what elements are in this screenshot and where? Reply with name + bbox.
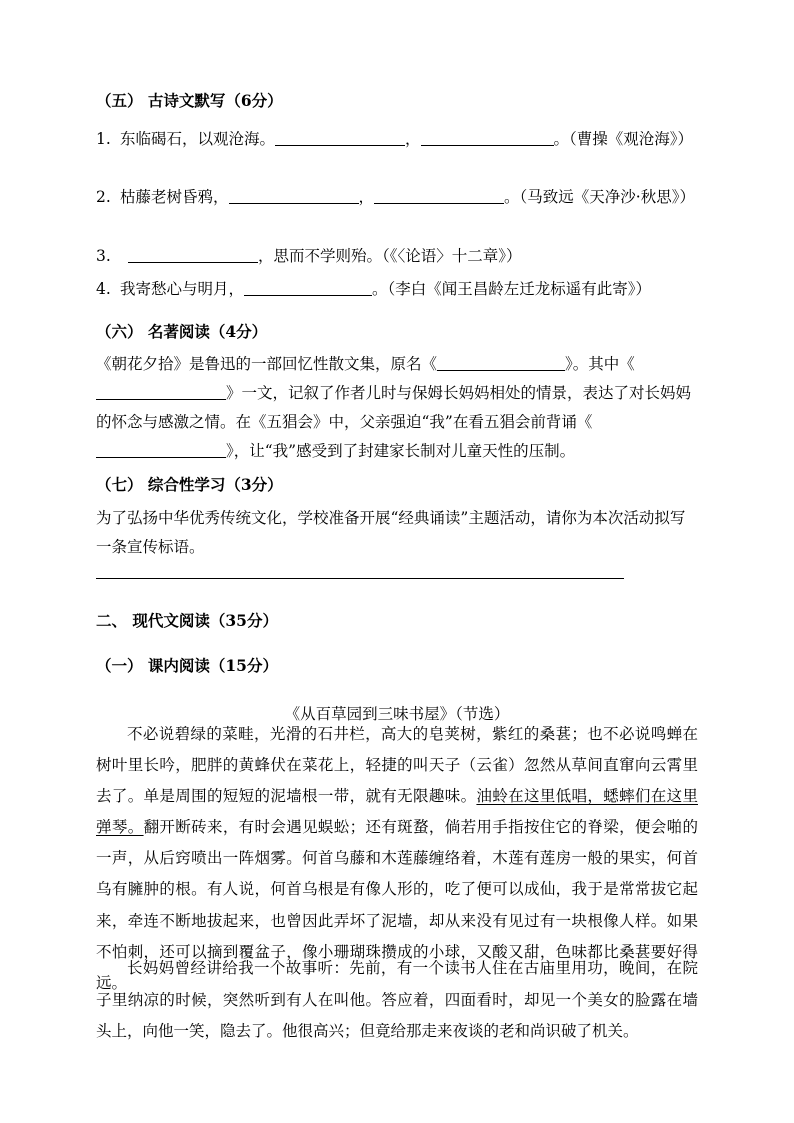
- section-6-text-part4: 》，让“我”感受到了封建家长制对儿童天性的压制。: [226, 442, 576, 460]
- answer-blank[interactable]: [275, 129, 405, 146]
- section-6-text-part1: 《朝花夕拾》是鲁迅的一部回忆性散文集，原名《: [96, 355, 438, 373]
- section-7-heading: （七） 综合性学习（3分）: [96, 475, 283, 494]
- paragraph-1-text-a: 不必说碧绿的菜畦，光滑的石井栏，高大的皂荚树，紫红的桑葚；也不必说鸣蝉在树叶里长吟，肥胖的黄蜂伏在菜花上，轻捷的叫天子（云雀）忽然从草间直窜向云霄里去了。单是周围的短短的泥墙根一带，就有无限趣味。: [96, 725, 698, 806]
- answer-blank[interactable]: [421, 129, 554, 146]
- section-6-text: [96, 350, 696, 466]
- question-3-number: 3.: [96, 247, 111, 265]
- article-paragraph-2: 长妈妈曾经讲给我一个故事听：先前，有一个读书人住在古庙里用功，晚间，在院子里纳凉的时候，突然听到有人在叫他。答应着，四面看时，却见一个美女的脸露在墙头上，向他一笑，隐去了。他很高兴；但竟给那走来夜谈的老和尚识破了机关。: [96, 959, 698, 1040]
- question-2-text: 枯藤老树昏鸦，: [120, 188, 229, 206]
- question-1-separator: ，: [405, 130, 421, 148]
- answer-blank[interactable]: [229, 187, 359, 204]
- answer-blank[interactable]: [128, 246, 258, 263]
- answer-blank[interactable]: [374, 187, 504, 204]
- answer-blank[interactable]: [96, 441, 226, 458]
- section-7-text: 为了弘扬中华优秀传统文化，学校准备开展“经典诵读”主题活动，请你为本次活动拟写一条宣传标语。: [96, 509, 686, 556]
- answer-blank[interactable]: [437, 354, 565, 371]
- question-1-source: 。（曹操《观沧海》）: [553, 130, 694, 148]
- answer-line[interactable]: [96, 578, 624, 579]
- part-2-heading: 二、 现代文阅读（35分）: [96, 611, 278, 630]
- underlined-sentence: 油蛉在这里低唱，蟋蟀们在这里弹琴。: [96, 787, 698, 837]
- section-5-heading: （五） 古诗文默写（6分）: [96, 91, 283, 110]
- question-4: [96, 275, 651, 304]
- question-4-number: 4.: [96, 280, 111, 298]
- question-3: [96, 242, 522, 271]
- question-3-text: ，思而不学则殆。（《〈论语〉十二章》）: [258, 247, 522, 265]
- paragraph-1-text-b: 翻开断砖来，有时会遇见蜈蚣；还有斑蝥，倘若用手指按住它的脊梁，便会啪的一声，从后窍喷出一阵烟雾。何首乌藤和木莲藤缠络着，木莲有莲房一般的果实，何首乌有臃肿的根。有人说，何首乌根是有像人形的，吃了便可以成仙，我于是常常拔它起来，牵连不断地拔起来，也曾因此弄坏了泥墙，却从来没有见过有一块根像人样。如果不怕刺，还可以摘到覆盆子，像小珊瑚珠攒成的小球，又酸又甜，色味都比桑葚要好得远。: [96, 818, 698, 992]
- section-6-heading: （六） 名著阅读（4分）: [96, 322, 268, 341]
- question-1-text: 东临碣石，以观沧海。: [120, 130, 276, 148]
- answer-blank[interactable]: [96, 383, 226, 400]
- question-2-separator: ，: [358, 188, 375, 206]
- section-6-text-part3: 》一文，记叙了作者儿时与保姆长妈妈相处的情景，表达了对长妈妈的怀念与感激之情。在《五猖会》中，父亲强迫“我”在看五猖会前背诵《: [96, 384, 692, 431]
- question-2-number: 2.: [96, 188, 111, 206]
- answer-blank[interactable]: [244, 279, 372, 296]
- question-4-source: 。（李白《闻王昌龄左迁龙标遥有此寄》）: [372, 280, 652, 298]
- article-title: 《从百草园到三味书屋》（节选）: [284, 704, 510, 723]
- section-6-text-part2: 》。其中《: [565, 355, 635, 373]
- part-2-subheading: （一） 课内阅读（15分）: [96, 656, 278, 675]
- question-1-number: 1.: [96, 130, 111, 148]
- question-2: [96, 183, 696, 212]
- question-1: [96, 125, 696, 154]
- question-2-source: 。（马致远《天净沙·秋思》）: [504, 188, 695, 206]
- question-4-text: 我寄愁心与明月，: [120, 280, 245, 298]
